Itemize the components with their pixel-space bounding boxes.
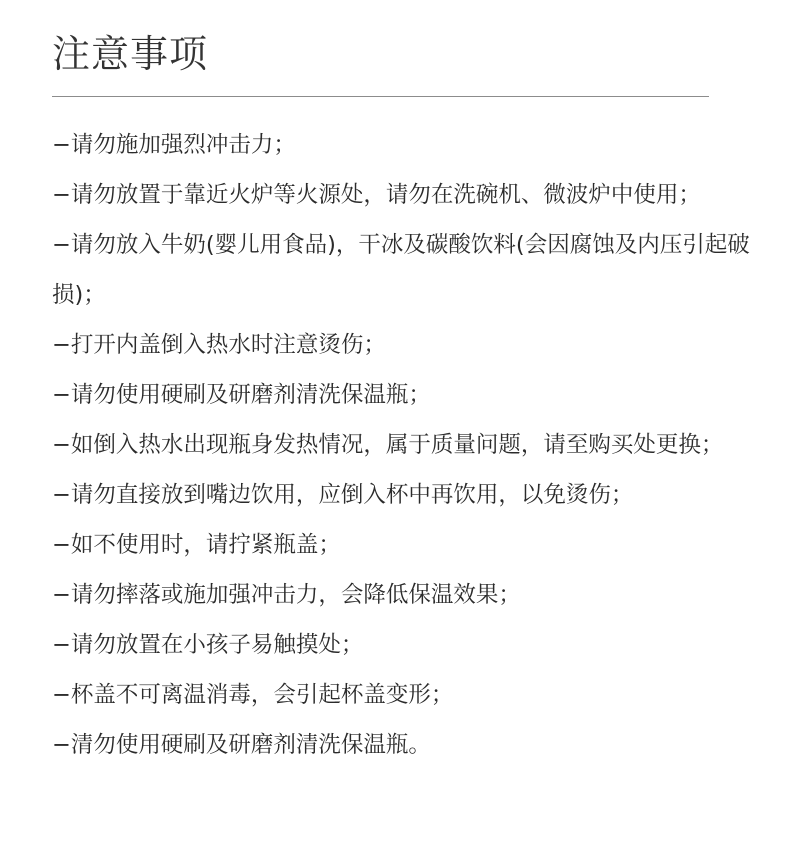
list-item: −清勿使用硬刷及研磨剂清洗保温瓶。: [52, 732, 431, 758]
list-item: −请勿放置于靠近火炉等火源处，请勿在洗碗机、微波炉中使用；: [52, 182, 701, 208]
notice-section: [52, 0, 772, 758]
list-item: −请勿放入牛奶(婴儿用食品)，干冰及碳酸饮料(会因腐蚀及内压引起破损)；: [52, 232, 750, 308]
list-item: −如倒入热水出现瓶身发热情况，属于质量问题，请至购买处更换；: [52, 432, 724, 458]
list-item: −请勿使用硬刷及研磨剂清洗保温瓶；: [52, 382, 431, 408]
list-item: −请勿放置在小孩子易触摸处；: [52, 632, 364, 658]
title-divider: [52, 96, 709, 97]
notice-list: [52, 120, 767, 770]
list-item: −请勿摔落或施加强冲击力，会降低保温效果；: [52, 582, 521, 608]
list-item: −打开内盖倒入热水时注意烫伤；: [52, 332, 386, 358]
list-item: −如不使用时，请拧紧瓶盖；: [52, 532, 341, 558]
page-title: 注意事项: [52, 32, 209, 76]
list-item: −请勿施加强烈冲击力；: [52, 132, 296, 158]
list-item: −杯盖不可离温消毒，会引起杯盖变形；: [52, 682, 454, 708]
list-item: −请勿直接放到嘴边饮用，应倒入杯中再饮用，以免烫伤；: [52, 482, 634, 508]
